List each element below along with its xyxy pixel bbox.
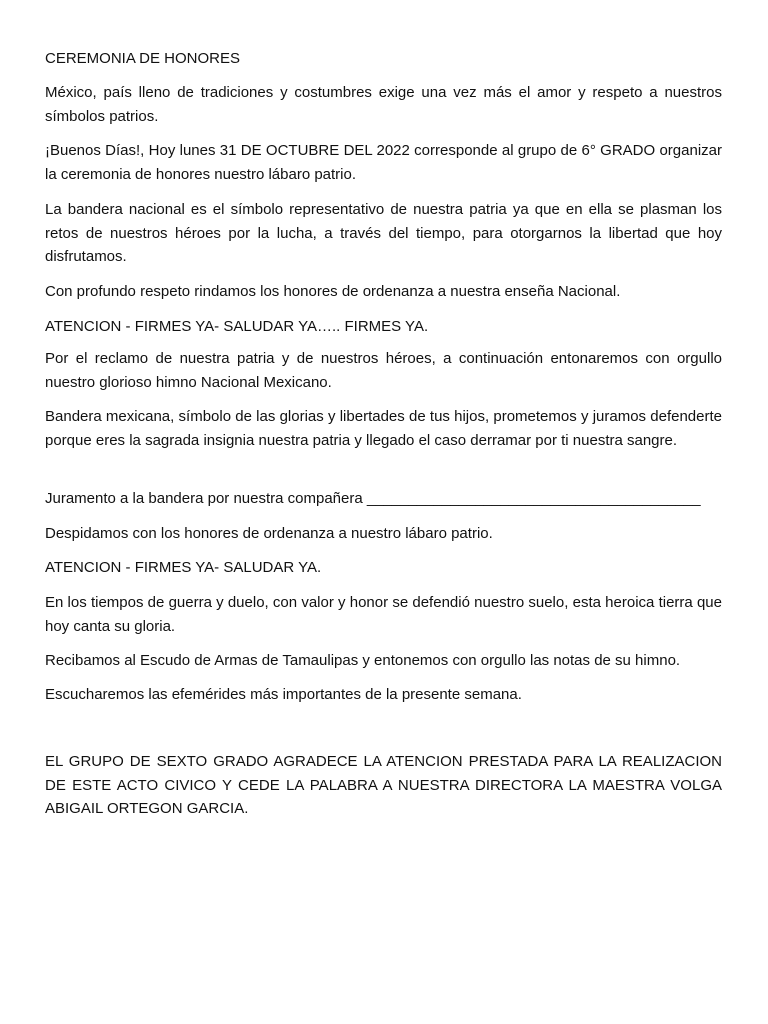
paragraph-war-duel: En los tiempos de guerra y duelo, con valor y honor se defendió nuestro suelo, esta heroica tierra que hoy canta su gloria. — [45, 594, 722, 635]
paragraph-honors: Con profundo respeto rindamos los honores de ordenanza a nuestra enseña Nacional. — [45, 283, 621, 300]
paragraph-flag-symbol: La bandera nacional es el símbolo representativo de nuestra patria ya que en ella se plasman los retos de nuestros héroes por la lucha, a través del tiempo, para otorgarnos la libertad que hoy disfrutamos. — [45, 201, 722, 265]
paragraph-greeting: ¡Buenos Días!, Hoy lunes 31 DE OCTUBRE DEL 2022 corresponde al grupo de 6° GRADO organizar la ceremonia de honores nuestro lábaro patrio. — [45, 142, 722, 183]
paragraph-oath-line: Juramento a la bandera por nuestra compañera ________________________________________ — [45, 490, 701, 507]
paragraph-ephemerides: Escucharemos las efemérides más importantes de la presente semana. — [45, 686, 522, 703]
paragraph-oath-text: Bandera mexicana, símbolo de las glorias y libertades de tus hijos, prometemos y juramos defenderte porque eres la sagrada insignia nuestra patria y llegado el caso derramar por ti nuestra sangre. — [45, 408, 722, 449]
document-title: CEREMONIA DE HONORES — [45, 50, 241, 67]
paragraph-command-1: ATENCION - FIRMES YA- SALUDAR YA….. FIRMES YA. — [45, 318, 429, 335]
paragraph-anthem: Por el reclamo de nuestra patria y de nuestros héroes, a continuación entonaremos con orgullo nuestro glorioso himno Nacional Mexicano. — [45, 350, 722, 391]
closing-paragraph: EL GRUPO DE SEXTO GRADO AGRADECE LA ATENCION PRESTADA PARA LA REALIZACION DE ESTE ACTO CIVICO Y CEDE LA PALABRA A NUESTRA DIRECTORA LA MAESTRA VOLGA ABIGAIL ORTEGON GARCIA. — [45, 753, 722, 817]
paragraph-command-2: ATENCION - FIRMES YA- SALUDAR YA. — [45, 559, 322, 576]
paragraph-intro: México, país lleno de tradiciones y costumbres exige una vez más el amor y respeto a nuestros símbolos patrios. — [45, 84, 722, 125]
paragraph-coat-of-arms: Recibamos al Escudo de Armas de Tamaulipas y entonemos con orgullo las notas de su himno. — [45, 652, 681, 669]
paragraph-farewell: Despidamos con los honores de ordenanza a nuestro lábaro patrio. — [45, 525, 493, 542]
